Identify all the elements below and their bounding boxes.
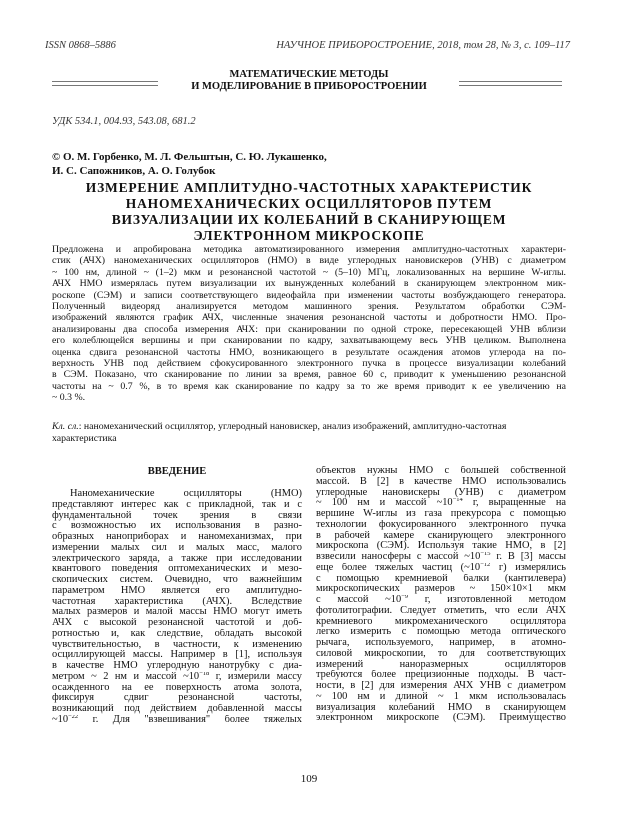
body-text-line: электронном микроскопе (СЭМ). Преимущество (316, 713, 566, 724)
body-text-line: ~ 100 нм и длиной ~ 1 мкм использовалась (316, 691, 566, 702)
body-text-line: визуализация колебаний НМО в сканирующем (316, 702, 566, 713)
abstract-line: АЧХ НМО измерялась путем визуализации их вынужденных колебаний в сканирующем электронном мик- (52, 278, 566, 290)
abstract (52, 244, 566, 403)
udk-code: УДК 534.1, 004.93, 543.08, 681.2 (52, 116, 196, 127)
body-text-line: Наномеханические осцилляторы (НМО) (70, 489, 302, 499)
abstract-line: ~ 0.3 %. (52, 392, 86, 404)
body-text-line: микроскопических размеров ~ 150×10×1 мкм (316, 584, 566, 595)
body-text-line: осциллирующей массы. Например в [1], используя (52, 650, 302, 661)
body-text-line: микроскопа (СЭМ). Используя такие НМО, в [2] (316, 541, 566, 552)
body-text-line: технологии фокусированного электронного пучка (316, 519, 566, 530)
title-line: НАНОМЕХАНИЧЕСКИХ ОСЦИЛЛЯТОРОВ ПУТЕМ (125, 196, 493, 211)
authors-line: И. С. Сапожников, А. О. Голубок (52, 165, 216, 177)
keywords-text: : наномеханический осциллятор, углеродный нановискер, анализ изображений, амплитудно-частотная характеристика (52, 421, 507, 444)
body-text-line: скопических систем. Очевидно, что важнейшим (52, 575, 302, 585)
exponent: −14 (452, 498, 463, 504)
body-text-line: чувствительностью, в частности, к изменению (52, 639, 302, 650)
section-heading-line: И МОДЕЛИРОВАНИЕ В ПРИБОРОСТРОЕНИИ (191, 81, 427, 92)
body-text-line: вершине W-иглы из газа прекурсора с помощью (316, 509, 566, 519)
abstract-line: анализированы два способа измерения АЧХ: при сканировании по одной строке, пересекающей УНВ вблизи (52, 323, 566, 335)
body-text-line: измерений наноразмерных осцилляторов (316, 659, 566, 670)
body-text-line: фиксируя сдвиг резонансной частоты, (52, 693, 302, 704)
authors (52, 150, 327, 178)
journal-citation: НАУЧНОЕ ПРИБОРОСТРОЕНИЕ, 2018, том 28, № 3, с. 109–117 (276, 40, 570, 51)
body-text-line: частотная характеристика (АЧХ). Вследствие (52, 596, 302, 607)
body-text-line: образных наноприборах и наномеханизмах, при (52, 532, 302, 542)
title-line: ИЗМЕРЕНИЕ АМПЛИТУДНО-ЧАСТОТНЫХ ХАРАКТЕРИСТИК (85, 180, 533, 195)
title-line: ВИЗУАЛИЗАЦИИ ИХ КОЛЕБАНИЙ В СКАНИРУЮЩЕМ (111, 212, 507, 227)
body-text-line: с массой $\sim 10^{-9}$ г, изготовленной методом (316, 595, 566, 605)
body-text-line: с возможностью их использования в разно- (52, 521, 302, 532)
exponent: −15 (480, 552, 491, 557)
keywords-label: Кл. сл. (52, 421, 79, 432)
body-text-line: ности, в [2] для измерения АЧХ УНВ с диаметром (316, 681, 566, 691)
body-text-line: в рабочей камере сканирующего электронного (316, 530, 566, 541)
body-text-line: кремниевого микромеханического осциллятора (316, 616, 566, 627)
exponent: −9 (401, 595, 409, 600)
body-text-line: легко измерить с помощью метода оптического (316, 627, 566, 638)
exponent: −12 (480, 562, 491, 568)
body-text-line: взвесили наносферы с массой $\sim 10^{-15}$ г. В [3] массы (316, 552, 566, 562)
body-text-line: квантового поведения оптомеханических и мезо- (52, 564, 302, 575)
abstract-line: верхность УНВ под действием сфокусированного электронного пучка в процессе визуализации колебаний (52, 357, 566, 369)
abstract-line: роскопе (СЭМ) и записи соответствующего видеофайла при изменении частоты возбуждающего генератора. (52, 289, 566, 301)
body-text-line: измерении малых сил и малых масс, малого (52, 542, 302, 553)
section-heading (0, 69, 618, 93)
keywords (52, 421, 566, 445)
abstract-line: Полученный видеоряд анализируется методом машинного зрения. Результатом обработки СЭМ- (52, 300, 566, 312)
abstract-line: его колеблющейся вершины и при сканировании по кадру, захватывающему весь УНВ целиком. Выполнена (52, 335, 566, 347)
left-column (52, 489, 302, 726)
right-column (316, 466, 566, 724)
body-text-line: малых размеров и малой массы НМО могут иметь (52, 607, 302, 618)
body-text-line: массой. В [2] в качестве НМО использовались (316, 476, 566, 487)
body-text-line: углеродные нановискеры (УНВ) с диаметром (316, 487, 566, 498)
body-text-line: ~ 100 нм и массой $\sim 10^{-14}$ г, выращенные на (316, 498, 566, 509)
body-text-line: фундаментальной точек зрения в связи (52, 510, 302, 521)
body-text-line: возникающий под действием добавленной массы (52, 704, 302, 714)
intro-heading: ВВЕДЕНИЕ (147, 466, 207, 477)
article-title (0, 180, 618, 244)
abstract-line: стик (АЧХ) наномеханических осцилляторов (НМО) в виде углеродных нановискеров (УНВ) с диаметром (52, 255, 566, 267)
abstract-line: частоты на ~ 0.7 %, в то время как сканирование по кадру за то же время приводит к ее увеличению на (52, 380, 566, 392)
body-text-line: рычага, используемого, например, в атомно- (316, 638, 566, 648)
body-text-line: силовой микроскопии, то для соответствующих (316, 648, 566, 659)
body-text-line: фотолитографии. Следует отметить, что если АЧХ (316, 605, 566, 616)
authors-line: © О. М. Горбенко, М. Л. Фельштын, С. Ю. Лукашенко, (52, 151, 327, 163)
body-text-line: ротностью и, как следствие, обладать высокой (52, 628, 302, 639)
body-text-line: объектов нужны НМО с большей собственной (316, 466, 566, 476)
exponent: −18 (199, 671, 210, 677)
abstract-line: изображений являются график АЧХ, численные значения резонансной частоты и добротности НМО. Про- (52, 312, 566, 324)
body-text-line: требуются более прецизионные подходы. В част- (316, 670, 566, 681)
exponent: −22 (68, 714, 79, 720)
issn: ISSN 0868–5886 (45, 40, 116, 51)
body-text-line: метром ~ 2 нм и массой $\sim 10^{-18}$ г, измерили массу (52, 671, 302, 682)
body-text-line: осажденного на ее поверхность атома золота, (52, 682, 302, 693)
body-text-line: параметром НМО является его амплитудно- (52, 585, 302, 596)
body-text-line: $\sim 10^{-22}$ г. Для "взвешивания" более тяжелых (52, 714, 302, 725)
abstract-line: оценка сдвига резонансной частоты НМО, возникающего в результате осаждения атомов углерода на по- (52, 346, 566, 358)
page-number: 109 (300, 773, 318, 785)
body-text-line: еще более тяжелых частиц ($\sim 10^{-12}$ г) измерялись (316, 562, 566, 573)
body-text-line: электрического заряда, а также при исследовании (52, 553, 302, 564)
title-line: ЭЛЕКТРОННОМ МИКРОСКОПЕ (193, 228, 425, 243)
abstract-line: в СЭМ. Показано, что сканирование по линии за время, равное 60 с, приводит к уменьшению резонансной (52, 369, 566, 381)
section-heading-line: МАТЕМАТИЧЕСКИЕ МЕТОДЫ (229, 69, 389, 80)
body-text-line: АЧХ с высокой резонансной частотой и доб- (52, 618, 302, 628)
body-text-line: в качестве НМО углеродную нанотрубку с диа- (52, 661, 302, 671)
body-text-line: с помощью кремниевой балки (кантилевера) (316, 573, 566, 584)
abstract-line: ~ 100 нм, длиной ~ (1–2) мкм и резонансной частотой ~ (5–10) МГц, локализованных на вершине W-иглы. (52, 266, 566, 278)
body-text-line: представляют интерес как с прикладной, так и с (52, 499, 302, 510)
abstract-line: Предложена и апробирована методика автоматизированного измерения амплитудно-частотных характери- (52, 244, 566, 255)
